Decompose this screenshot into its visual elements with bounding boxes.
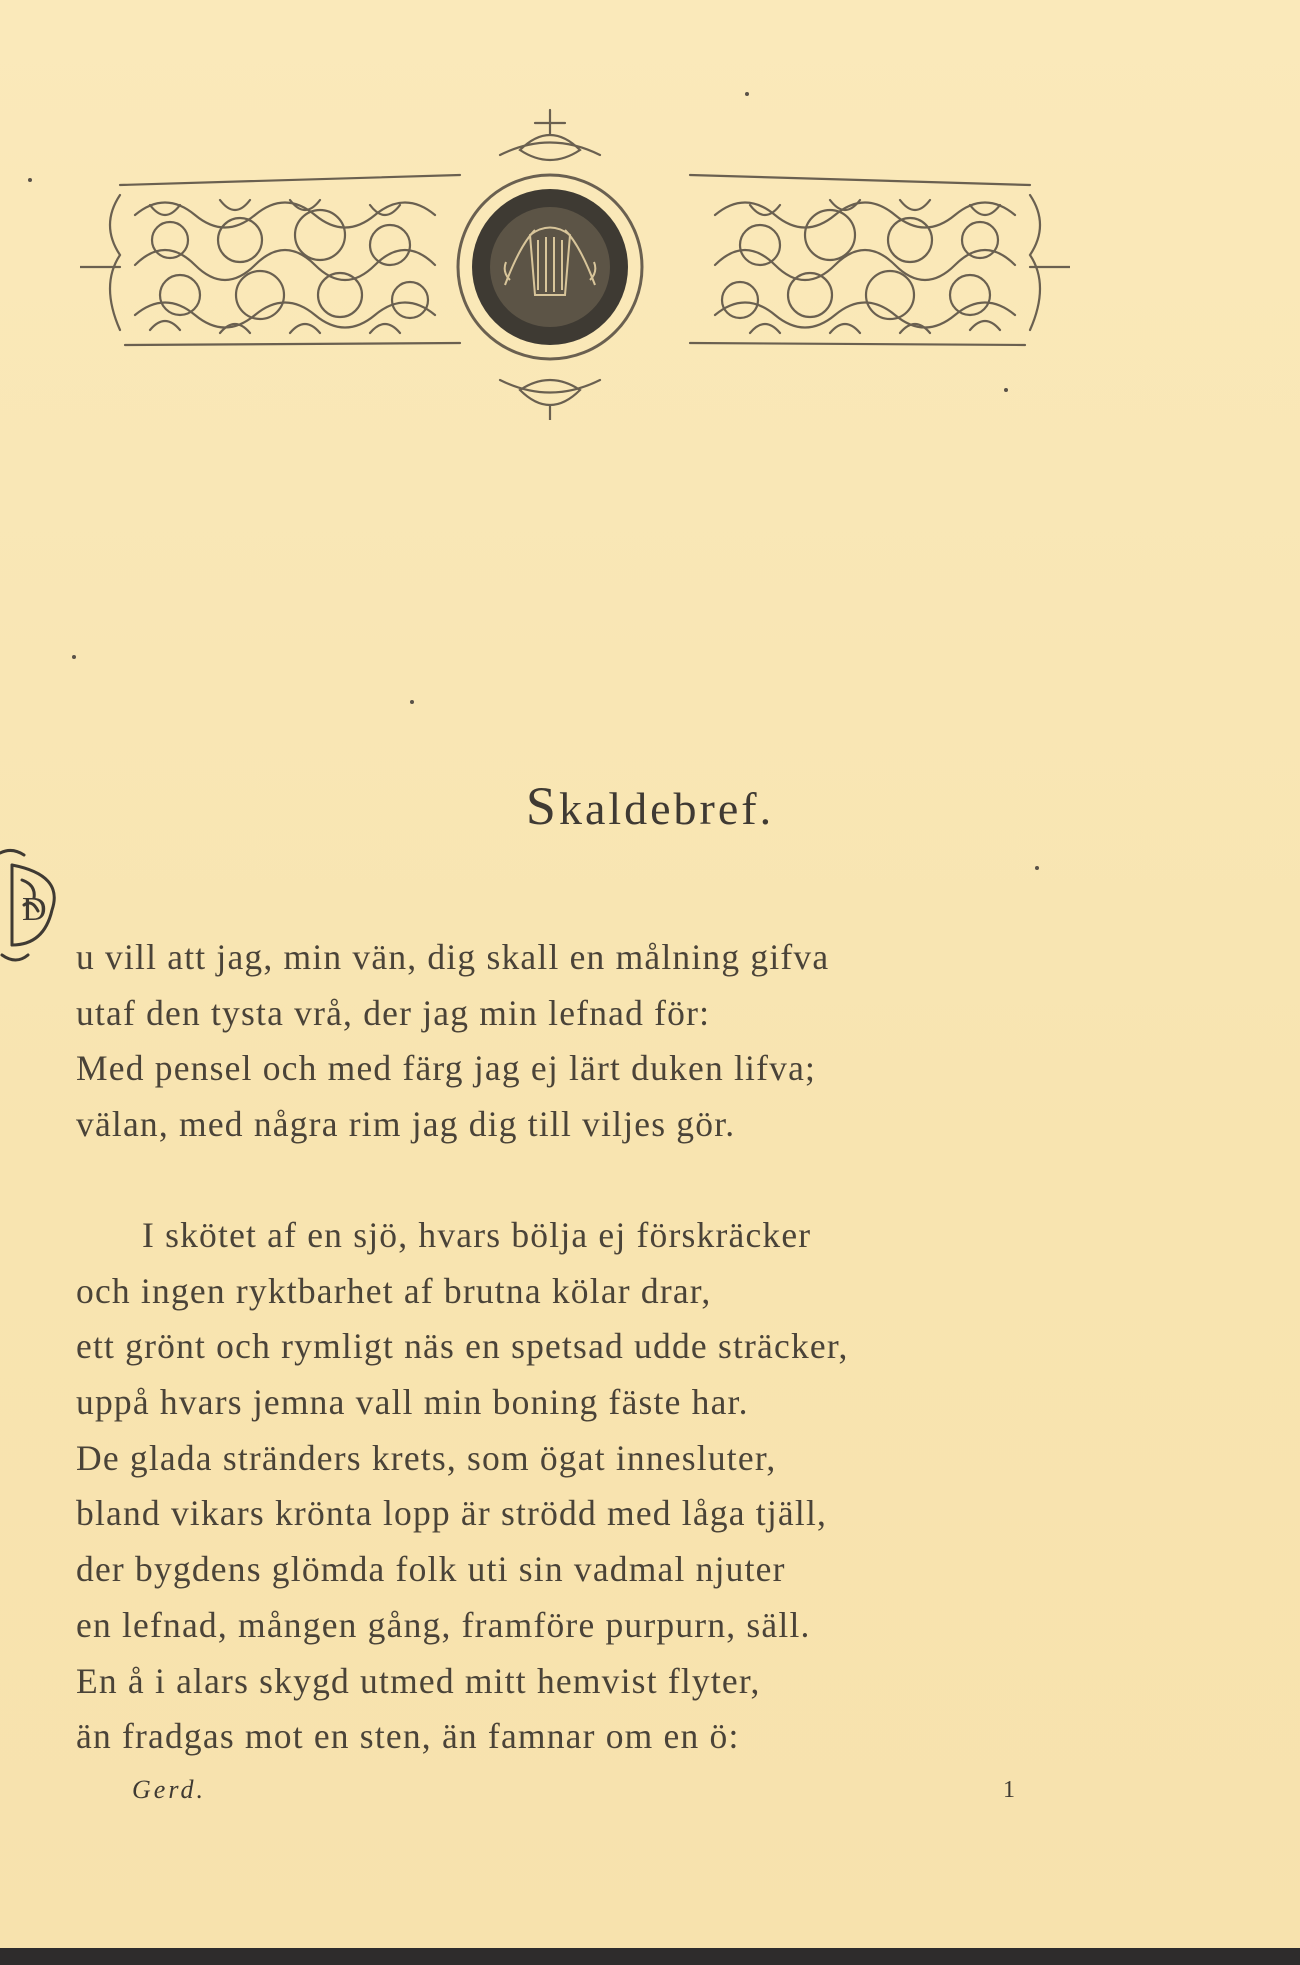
print-speck [745, 92, 749, 96]
poem-line: der bygdens glömda folk uti sin vadmal njuter [76, 1549, 786, 1590]
footer-signature: Gerd. [132, 1775, 206, 1804]
poem-line: bland vikars krönta lopp är strödd med låga tjäll, [76, 1493, 828, 1534]
poem-line: uppå hvars jemna vall min boning fäste har. [76, 1382, 749, 1423]
print-speck [1035, 866, 1039, 870]
poem-line: De glada stränders krets, som ögat innesluter, [76, 1437, 777, 1478]
poem-line: Med pensel och med färg jag ej lärt duken lifva; [76, 1048, 817, 1089]
poem-line: ett grönt och rymligt näs en spetsad udde sträcker, [76, 1326, 849, 1367]
scan-edge [0, 1948, 1300, 1965]
poem-line: än fradgas mot en sten, än famnar om en ö: [76, 1716, 740, 1757]
poem-line: en lefnad, mången gång, framföre purpurn, säll. [76, 1604, 811, 1645]
poem-line: och ingen ryktbarhet af brutna kölar drar, [76, 1270, 712, 1311]
title-rest: kaldebref. [558, 783, 775, 834]
print-speck [72, 655, 76, 659]
print-speck [410, 700, 414, 704]
dropcap-letter: D [22, 891, 47, 928]
print-speck [28, 178, 32, 182]
stanza-2 [76, 1208, 1076, 1765]
poem-line: u vill att jag, min vän, dig skall en målning gifva [76, 937, 830, 977]
print-speck [1004, 388, 1008, 392]
poem-line: En å i alars skygd utmed mitt hemvist flyter, [76, 1660, 761, 1701]
stanza-1 [76, 930, 1076, 1153]
page-number: 1 [1003, 1777, 1015, 1803]
poem-line: utaf den tysta vrå, der jag min lefnad för: [76, 992, 711, 1033]
poem-line: I skötet af en sjö, hvars bölja ej förskräcker [142, 1215, 812, 1255]
ornamental-headpiece-icon [80, 105, 1070, 420]
decorated-initial-icon [0, 845, 66, 965]
page-title [0, 775, 1300, 837]
poem-line: välan, med några rim jag dig till viljes gör. [76, 1104, 736, 1145]
title-initial: S [525, 776, 559, 836]
